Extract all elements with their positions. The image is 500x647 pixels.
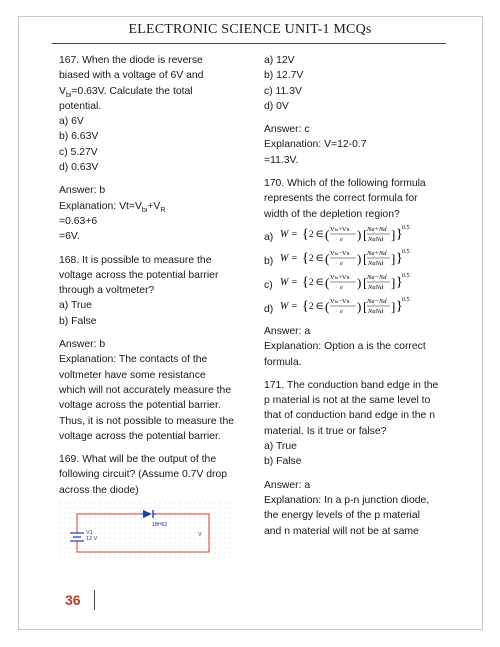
svg-text:W =: W = — [280, 276, 298, 288]
svg-text:W =: W = — [280, 228, 298, 240]
svg-text:2 ∈: 2 ∈ — [309, 252, 324, 263]
svg-text:Vbi+VR: Vbi+VR — [330, 225, 350, 233]
source-label: V1 — [86, 530, 93, 537]
formula-option-d: d) W = { 2 ∈ ( Vbi−VR e ) [ Na−Nd NaNd ] } 0.5 — [264, 294, 449, 318]
answer-text: Answer: a — [264, 325, 311, 337]
explanation-text: =0.63+6 — [59, 215, 98, 227]
diode-label: 1BH62 — [152, 522, 168, 529]
svg-text:W =: W = — [280, 252, 298, 264]
option-d: d) 0V — [264, 100, 289, 112]
svg-text:]: ] — [391, 298, 396, 314]
question-text: biased with a voltage of 6V and — [59, 70, 204, 82]
explanation-text: Thus, it is not possible to measure the — [59, 415, 234, 427]
formula-c-equation — [278, 270, 443, 294]
svg-text:{: { — [302, 226, 309, 242]
option-d: d) 0.63V — [59, 162, 99, 174]
question-170 — [264, 176, 449, 370]
svg-text:}: } — [396, 250, 403, 266]
question-text: represents the correct formula for — [264, 193, 418, 205]
question-167 — [59, 53, 244, 245]
answer-text: Answer: b — [59, 185, 106, 197]
svg-text:Vbi−VR: Vbi−VR — [330, 297, 350, 305]
answer-text: Answer: b — [59, 339, 106, 351]
svg-text:{: { — [302, 298, 309, 314]
option-a: a) 6V — [59, 116, 84, 128]
explanation-text: voltage across the potential barrier. — [59, 430, 221, 442]
right-column — [264, 53, 449, 539]
formula-option-c: c) W = { 2 ∈ ( Vbi+VR e ) [ Na−Nd NaNd ] } 0.5 — [264, 270, 449, 294]
svg-text:Na−Nd: Na−Nd — [367, 273, 387, 281]
option-a: a) 12V — [264, 55, 295, 66]
question-text: that of conduction band edge in the n — [264, 410, 436, 422]
svg-text:Na+Nd: Na+Nd — [367, 225, 387, 233]
svg-text:e: e — [340, 235, 343, 243]
explanation-text: Explanation: In a p-n junction diode, — [264, 494, 430, 506]
option-b: b) False — [59, 315, 97, 327]
question-text: 170. Which of the following formula — [264, 178, 426, 190]
question-text: p material is not at the same level to — [264, 395, 431, 407]
svg-text:0.5: 0.5 — [402, 248, 410, 255]
svg-text:e: e — [340, 307, 343, 315]
question-text: material. Is it true or false? — [264, 425, 387, 437]
answer-text: Answer: c — [264, 124, 310, 136]
svg-text:}: } — [396, 274, 403, 290]
svg-text:{: { — [302, 274, 309, 290]
svg-text:e: e — [340, 283, 343, 291]
svg-text:2 ∈: 2 ∈ — [309, 228, 324, 239]
explanation-text: Explanation: $Vt=V_{bi}+V_R$ — [59, 200, 166, 214]
explanation-text: voltage across the potential barrier. — [59, 400, 221, 412]
svg-text:Vbi+VR: Vbi+VR — [330, 273, 350, 281]
question-171 — [264, 378, 449, 539]
option-c: c) 11.3V — [264, 85, 302, 97]
question-text: $V_{bi}=0.63V$. Calculate the total — [59, 85, 193, 99]
option-b: b) False — [264, 456, 302, 468]
svg-text:}: } — [396, 226, 403, 242]
svg-text:[: [ — [363, 226, 368, 242]
svg-text:2 ∈: 2 ∈ — [309, 300, 324, 311]
formula-d-equation — [278, 294, 443, 318]
explanation-text: =6V. — [59, 231, 80, 243]
svg-text:]: ] — [391, 226, 396, 242]
svg-text:]: ] — [391, 274, 396, 290]
svg-text:[: [ — [363, 250, 368, 266]
formula-a-equation — [278, 222, 443, 246]
question-text: through a voltmeter? — [59, 285, 155, 297]
question-text: 171. The conduction band edge in the — [264, 379, 439, 391]
output-label: V — [198, 532, 202, 539]
option-b: b) 6.63V — [59, 131, 99, 143]
svg-text:NaNd: NaNd — [368, 283, 384, 291]
page-header-title: ELECTRONIC SCIENCE UNIT-1 MCQs — [128, 22, 372, 37]
svg-text:0.5: 0.5 — [402, 224, 410, 231]
explanation-text: =11.3V. — [264, 154, 299, 166]
question-168 — [59, 253, 244, 445]
explanation-text: Explanation: V=12-0.7 — [264, 139, 367, 151]
formula-option-b: b) W = { 2 ∈ ( Vbi−VR e ) [ Na+Nd NaNd ] } 0.5 — [264, 246, 449, 270]
explanation-text: and n material will not be at same — [264, 525, 419, 537]
answer-text: Answer: a — [264, 479, 311, 491]
svg-text:Na−Nd: Na−Nd — [367, 297, 387, 305]
svg-text:Vbi−VR: Vbi−VR — [330, 249, 350, 257]
question-text: 169. What will be the output of the — [59, 454, 217, 466]
source-value: 12 V — [86, 536, 98, 543]
explanation-text: Explanation: Option a is the correct — [264, 341, 426, 353]
explanation-text: the energy levels of the p material — [264, 510, 420, 522]
svg-text:Na+Nd: Na+Nd — [367, 249, 387, 257]
explanation-text: which will not accurately measure the — [59, 384, 232, 396]
option-b: b) 12.7V — [264, 70, 304, 82]
question-text: following circuit? (Assume 0.7V drop — [59, 469, 228, 481]
question-text: width of the depletion region? — [264, 208, 400, 220]
circuit-diagram — [59, 502, 234, 558]
question-169-options — [264, 53, 449, 168]
svg-text:0.5: 0.5 — [402, 296, 410, 303]
question-text: across the diode) — [59, 484, 139, 496]
explanation-text: Explanation: The contacts of the — [59, 354, 208, 366]
svg-text:NaNd: NaNd — [368, 307, 384, 315]
question-text: 168. It is possible to measure the — [59, 254, 212, 266]
svg-text:NaNd: NaNd — [368, 259, 384, 267]
left-column — [59, 53, 244, 563]
svg-text:(: ( — [325, 298, 330, 314]
formula-b-equation — [278, 246, 443, 270]
svg-text:{: { — [302, 250, 309, 266]
option-c: c) 5.27V — [59, 146, 98, 158]
svg-text:[: [ — [363, 298, 368, 314]
svg-text:(: ( — [325, 250, 330, 266]
header-rule — [52, 43, 446, 44]
svg-text:(: ( — [325, 274, 330, 290]
svg-text:): ) — [357, 298, 362, 314]
question-text: voltage across the potential barrier — [59, 269, 219, 281]
svg-text:NaNd: NaNd — [368, 235, 384, 243]
svg-text:}: } — [396, 298, 403, 314]
question-text: potential. — [59, 100, 102, 112]
question-text: 167. When the diode is reverse — [59, 55, 203, 66]
svg-text:): ) — [357, 274, 362, 290]
svg-text:(: ( — [325, 226, 330, 242]
svg-text:): ) — [357, 226, 362, 242]
question-169 — [59, 452, 244, 563]
svg-text:2 ∈: 2 ∈ — [309, 276, 324, 287]
svg-text:W =: W = — [280, 300, 298, 312]
svg-text:0.5: 0.5 — [402, 272, 410, 279]
footer-divider — [94, 590, 95, 610]
page-number: 36 — [65, 592, 81, 608]
option-a: a) True — [264, 441, 297, 453]
svg-text:]: ] — [391, 250, 396, 266]
svg-text:): ) — [357, 250, 362, 266]
svg-text:[: [ — [363, 274, 368, 290]
formula-option-a: a) W = { 2 ∈ ( Vbi+VR e ) [ Na+Nd NaNd ] } 0.5 — [264, 222, 449, 246]
svg-text:e: e — [340, 259, 343, 267]
explanation-text: formula. — [264, 356, 302, 368]
option-a: a) True — [59, 300, 92, 312]
explanation-text: voltmeter have some resistance — [59, 369, 206, 381]
